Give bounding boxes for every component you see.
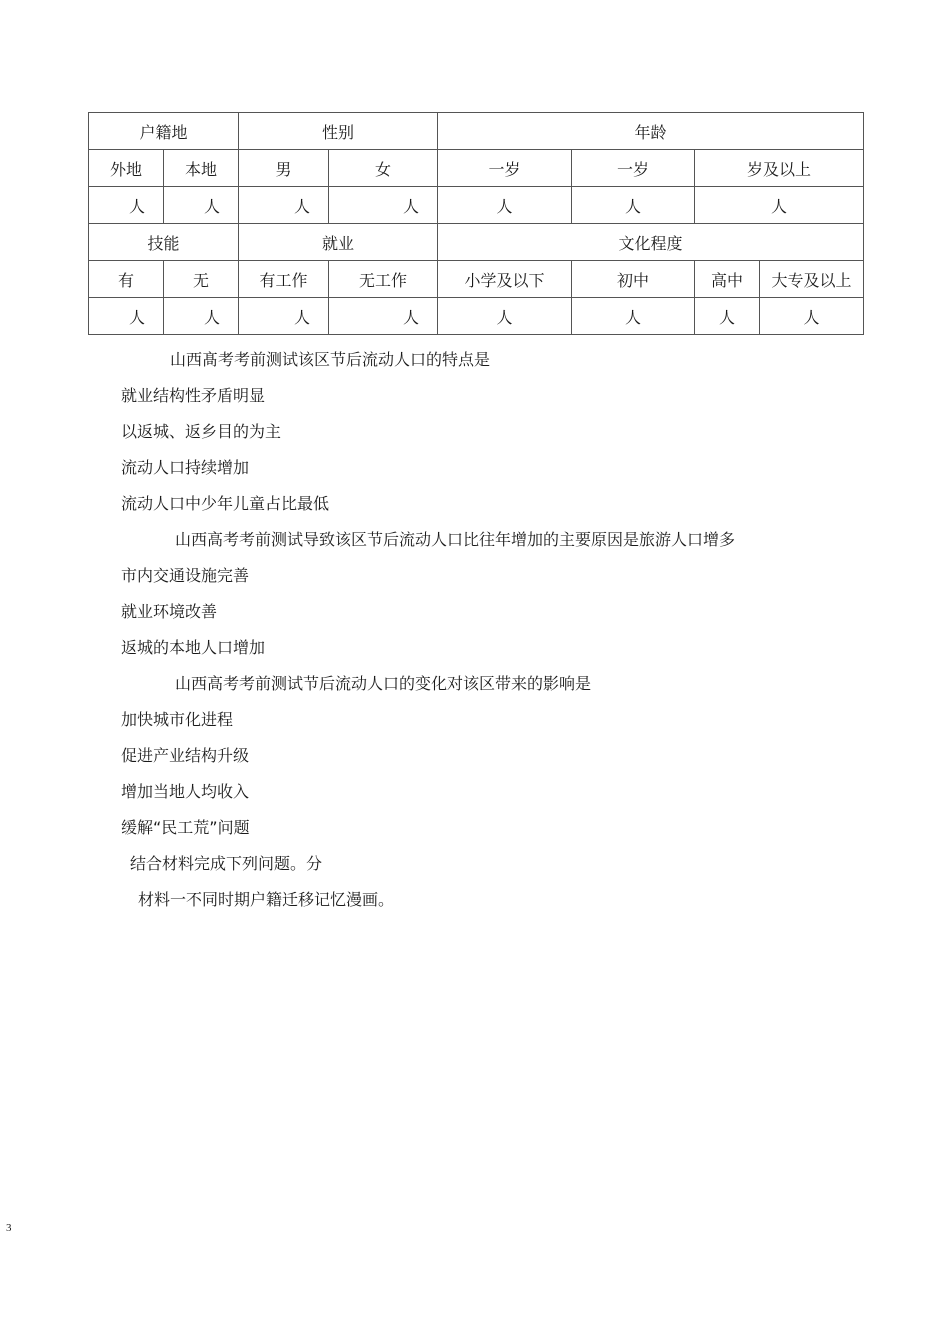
unit-cell: 人 bbox=[438, 298, 572, 335]
task-instruction: 结合材料完成下列问题。分 bbox=[130, 854, 323, 873]
table-header-row-2 bbox=[89, 150, 864, 187]
question-1-option: 流动人口持续增加 bbox=[121, 458, 250, 477]
header-skill: 技能 bbox=[89, 224, 239, 261]
unit-cell: 人 bbox=[239, 298, 329, 335]
question-1-stem: 山西髙考考前测试该区节后流动人口的特点是 bbox=[170, 350, 491, 369]
header-female: 女 bbox=[329, 150, 438, 187]
unit-cell: 人 bbox=[89, 298, 164, 335]
unit-cell: 人 bbox=[572, 298, 695, 335]
material-caption: 材料一不同时期户籍迁移记忆漫画。 bbox=[138, 890, 395, 909]
header-age: 年龄 bbox=[438, 113, 864, 150]
unit-cell: 人 bbox=[164, 298, 239, 335]
question-3-option: 缓解“民工荒”问题 bbox=[121, 818, 250, 837]
unit-cell: 人 bbox=[695, 187, 864, 224]
question-1-option: 就业结构性矛盾明显 bbox=[121, 386, 266, 405]
header-gender: 性别 bbox=[239, 113, 438, 150]
header-employed: 有工作 bbox=[239, 261, 329, 298]
question-3-option: 加快城市化进程 bbox=[121, 710, 234, 729]
unit-cell: 人 bbox=[239, 187, 329, 224]
table-unit-row-2 bbox=[89, 298, 864, 335]
header-nonlocal: 外地 bbox=[89, 150, 164, 187]
question-3-option: 促进产业结构升级 bbox=[121, 746, 250, 765]
header-college-or-above: 大专及以上 bbox=[760, 261, 864, 298]
unit-cell: 人 bbox=[329, 298, 438, 335]
unit-cell: 人 bbox=[760, 298, 864, 335]
question-2-option: 就业环境改善 bbox=[121, 602, 218, 621]
table-header-row-4 bbox=[89, 261, 864, 298]
header-employment: 就业 bbox=[239, 224, 438, 261]
unit-cell: 人 bbox=[89, 187, 164, 224]
question-3-option: 增加当地人均收入 bbox=[121, 782, 250, 801]
question-2-option: 市内交通设施完善 bbox=[121, 566, 250, 585]
table-unit-row-1 bbox=[89, 187, 864, 224]
header-origin: 户籍地 bbox=[89, 113, 239, 150]
unit-cell: 人 bbox=[695, 298, 760, 335]
header-education: 文化程度 bbox=[438, 224, 864, 261]
table-header-row-3 bbox=[89, 224, 864, 261]
header-male: 男 bbox=[239, 150, 329, 187]
header-has-skill: 有 bbox=[89, 261, 164, 298]
header-primary-or-below: 小学及以下 bbox=[438, 261, 572, 298]
unit-cell: 人 bbox=[329, 187, 438, 224]
question-1-option: 以返城、返乡目的为主 bbox=[121, 422, 282, 441]
header-unemployed: 无工作 bbox=[329, 261, 438, 298]
table-header-row-1 bbox=[89, 113, 864, 150]
unit-cell: 人 bbox=[438, 187, 572, 224]
header-age-group-1: 一岁 bbox=[438, 150, 572, 187]
header-age-group-2: 一岁 bbox=[572, 150, 695, 187]
header-junior-high: 初中 bbox=[572, 261, 695, 298]
header-no-skill: 无 bbox=[164, 261, 239, 298]
header-senior-high: 高中 bbox=[695, 261, 760, 298]
question-3-stem: 山西高考考前测试节后流动人口的变化对该区带来的影响是 bbox=[175, 674, 592, 693]
header-age-group-3: 岁及以上 bbox=[695, 150, 864, 187]
unit-cell: 人 bbox=[164, 187, 239, 224]
question-2-stem: 山西高考考前测试导致该区节后流动人口比往年增加的主要原因是旅游人口增多 bbox=[175, 530, 736, 549]
question-1-option: 流动人口中少年儿童占比最低 bbox=[121, 494, 330, 513]
unit-cell: 人 bbox=[572, 187, 695, 224]
survey-table bbox=[88, 112, 864, 335]
header-local: 本地 bbox=[164, 150, 239, 187]
page-number: 3 bbox=[6, 1222, 12, 1234]
question-2-option: 返城的本地人口增加 bbox=[121, 638, 266, 657]
